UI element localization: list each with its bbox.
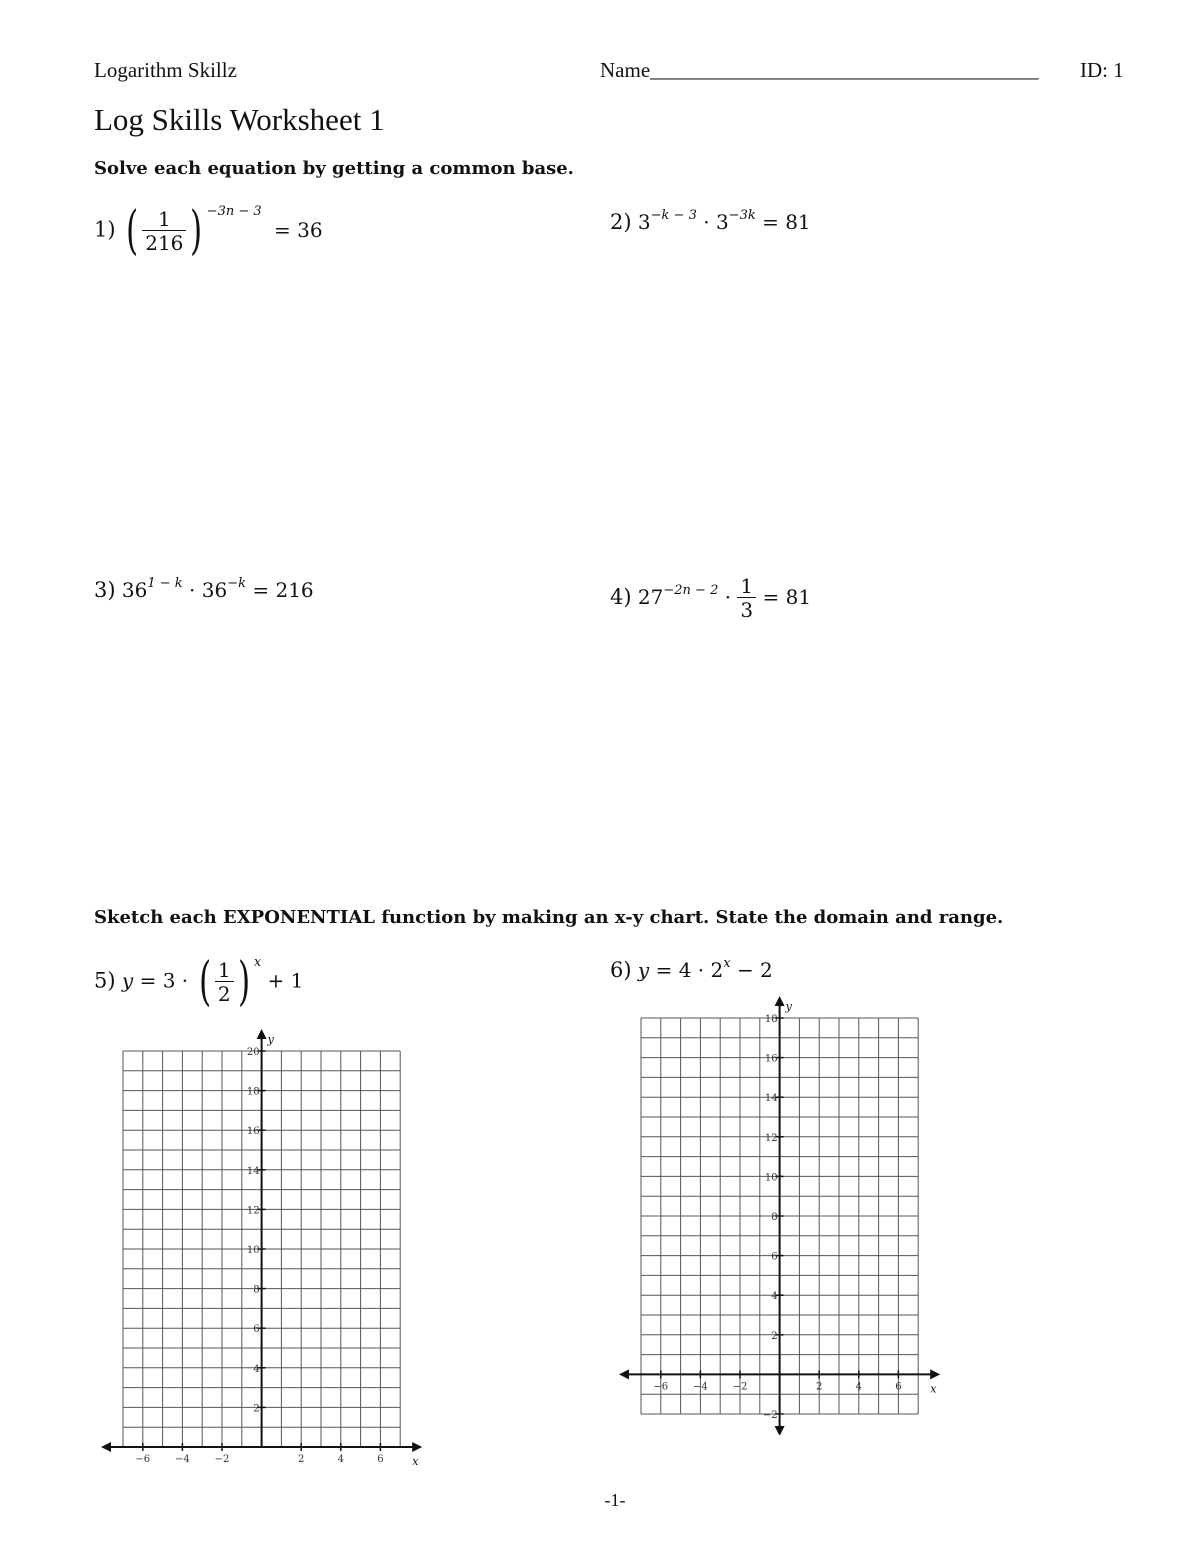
- y-tick-label: 2: [771, 1330, 778, 1342]
- lhs: y: [121, 968, 134, 993]
- base: 3: [715, 210, 729, 234]
- name-field[interactable]: Name_____________________________________: [600, 58, 1039, 82]
- problem-2: [610, 210, 811, 234]
- x-axis-arrow-right: [412, 1442, 422, 1452]
- x-tick-label: −6: [653, 1381, 669, 1393]
- y-tick-label: 6: [253, 1324, 260, 1336]
- y-tick-label: −2: [762, 1410, 778, 1421]
- problem-number: 6): [610, 958, 632, 982]
- equals: = 4 · 2: [655, 958, 724, 982]
- y-axis-label: y: [785, 1000, 792, 1013]
- page-number: -1-: [604, 1490, 626, 1510]
- x-tick-label: −4: [693, 1381, 708, 1393]
- y-tick-label: 16: [246, 1126, 260, 1138]
- x-tick-label: 2: [298, 1454, 305, 1465]
- right-paren: ): [237, 952, 250, 1012]
- problem-1: [94, 201, 323, 261]
- y-tick-label: 20: [246, 1047, 260, 1058]
- y-tick-label: 10: [764, 1172, 778, 1184]
- page-title: Log Skills Worksheet 1: [94, 102, 385, 137]
- lhs: y: [637, 958, 650, 982]
- problem-number: 5): [94, 968, 116, 993]
- x-tick-label: 4: [855, 1381, 862, 1393]
- exponent: −k − 3: [650, 208, 697, 223]
- y-tick-label: 4: [253, 1363, 260, 1375]
- problem-4: [610, 575, 811, 622]
- problem-5: [94, 952, 304, 1012]
- fraction-denominator: 2: [217, 981, 231, 1006]
- fraction-denominator: 216: [145, 230, 184, 255]
- fraction-numerator: 1: [215, 959, 234, 982]
- course-title: Logarithm Skillz: [94, 58, 237, 82]
- dot: ·: [703, 210, 710, 234]
- y-axis-arrow-up: [775, 996, 785, 1006]
- exponent: x: [723, 956, 731, 971]
- left-paren: (: [125, 201, 139, 261]
- problem-6: [610, 958, 773, 982]
- rhs: = 81: [762, 210, 811, 234]
- x-tick-label: −2: [732, 1381, 748, 1393]
- y-tick-label: 2: [253, 1403, 260, 1415]
- y-tick-label: 14: [764, 1093, 778, 1105]
- problem-number: 4): [610, 585, 632, 609]
- problem-3: [94, 578, 314, 602]
- y-axis-label: y: [267, 1033, 274, 1046]
- y-tick-label: 18: [246, 1086, 260, 1098]
- section1-instruction: Solve each equation by getting a common base.: [94, 158, 574, 179]
- dot: ·: [724, 585, 732, 609]
- fraction: [737, 575, 756, 622]
- exponent: −k: [227, 576, 246, 591]
- y-tick-label: 10: [246, 1245, 260, 1256]
- equals: = 3 ·: [139, 968, 189, 993]
- tail: + 1: [267, 968, 304, 993]
- x-tick-label: −6: [135, 1454, 151, 1465]
- y-tick-label: 12: [246, 1205, 260, 1217]
- x-axis-arrow-left: [101, 1442, 111, 1452]
- exponent: −3n − 3: [206, 203, 262, 219]
- y-tick-label: 18: [764, 1014, 778, 1025]
- x-axis-label: x: [412, 1455, 419, 1468]
- y-axis-arrow-down: [775, 1426, 785, 1435]
- exponent: −3k: [728, 208, 756, 223]
- x-tick-label: 2: [816, 1381, 823, 1393]
- y-tick-label: 6: [771, 1251, 778, 1263]
- y-tick-label: 16: [764, 1053, 778, 1065]
- dot: ·: [189, 578, 196, 602]
- problem-number: 1): [94, 217, 116, 242]
- left-paren: (: [198, 952, 211, 1012]
- right-paren: ): [190, 201, 203, 261]
- x-tick-label: 4: [337, 1454, 344, 1465]
- fraction: [142, 208, 186, 255]
- exponent: 1 − k: [147, 576, 183, 591]
- y-tick-label: 8: [771, 1212, 778, 1223]
- exponent: x: [253, 954, 262, 970]
- y-axis-arrow-up: [257, 1029, 267, 1039]
- base: 36: [201, 578, 228, 602]
- fraction-denominator: 3: [740, 598, 754, 622]
- fraction-numerator: 1: [142, 208, 186, 231]
- rhs: = 81: [762, 585, 812, 609]
- x-tick-label: 6: [377, 1454, 384, 1465]
- tail: − 2: [736, 958, 773, 982]
- x-tick-label: 6: [895, 1381, 902, 1393]
- fraction: [215, 959, 234, 1006]
- section2-instruction: Sketch each EXPONENTIAL function by making an x-y chart. State the domain and range.: [94, 907, 1004, 928]
- y-tick-label: 4: [771, 1291, 778, 1303]
- worksheet-id: ID: 1: [1080, 58, 1124, 82]
- x-tick-label: −4: [175, 1454, 190, 1465]
- graph-problem-6[interactable]: [613, 990, 948, 1435]
- x-axis-label: x: [930, 1382, 937, 1396]
- y-tick-label: 14: [246, 1165, 260, 1177]
- y-tick-label: 8: [253, 1284, 260, 1296]
- base: 27: [637, 585, 664, 609]
- y-tick-label: 12: [764, 1132, 778, 1144]
- x-axis-arrow-left: [619, 1369, 629, 1379]
- problem-number: 3): [94, 578, 116, 602]
- x-axis-arrow-right: [930, 1369, 940, 1379]
- base: 3: [637, 210, 651, 234]
- rhs: = 36: [274, 217, 323, 242]
- problem-number: 2): [610, 210, 632, 234]
- base: 36: [121, 578, 148, 602]
- exponent: −2n − 2: [663, 583, 719, 598]
- rhs: = 216: [252, 578, 314, 602]
- graph-problem-5[interactable]: [95, 1025, 430, 1470]
- x-tick-label: −2: [214, 1454, 230, 1465]
- fraction-numerator: 1: [737, 575, 756, 598]
